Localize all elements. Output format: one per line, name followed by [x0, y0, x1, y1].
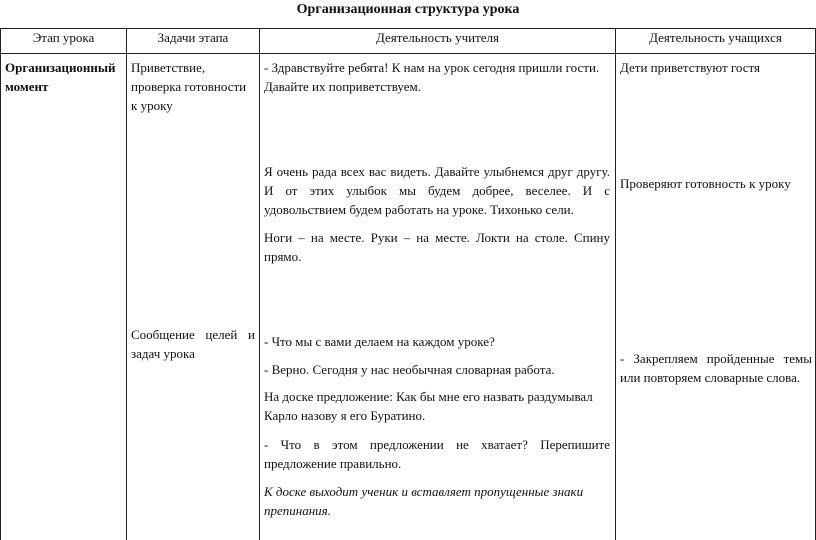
- table-top-border: [0, 28, 816, 29]
- teacher-board-sentence: На доске предложение: Как бы мне его назвать раздумывал Карло назову я его Буратино.: [264, 389, 593, 423]
- table-header-divider: [0, 53, 816, 54]
- header-teacher: Деятельность учителя: [376, 30, 499, 45]
- task-greeting: Приветствие, проверка готовности к уроку: [131, 60, 247, 113]
- teacher-student-action: К доске выходит ученик и вставляет пропущенные знаки препинания.: [264, 484, 584, 518]
- document-title: Организационная структура урока: [296, 2, 520, 17]
- column-divider-2: [259, 28, 260, 540]
- students-check: Проверяют готовность к уроку: [620, 176, 791, 191]
- column-divider-1: [126, 28, 127, 540]
- stage-name: Организационный момент: [5, 60, 116, 94]
- header-stage: Этап урока: [32, 30, 95, 45]
- teacher-correction: - Что в этом предложении не хватает? Перепишите предложение правильно.: [264, 437, 610, 471]
- table-left-border: [0, 28, 1, 540]
- teacher-posture: Ноги – на месте. Руки – на месте. Локти на столе. Спину прямо.: [264, 230, 610, 264]
- teacher-greeting: - Здравствуйте ребята! К нам на урок сегодня пришли гости. Давайте их поприветствуем.: [264, 60, 600, 94]
- teacher-vocab: - Верно. Сегодня у нас необычная словарная работа.: [264, 362, 555, 377]
- task-goals: Сообщение целей и задач урока: [131, 327, 255, 361]
- column-divider-3: [615, 28, 616, 540]
- students-review: - Закрепляем пройденные темы или повторяем словарные слова.: [620, 351, 812, 385]
- header-students: Деятельность учащихся: [649, 30, 782, 45]
- header-tasks: Задачи этапа: [157, 30, 229, 45]
- students-greet: Дети приветствуют гостя: [620, 60, 760, 75]
- teacher-welcome: Я очень рада всех вас видеть. Давайте улыбнемся друг другу. И от этих улыбок мы будем добрее, веселее. И с удовольствием будем работать на уроке. Тихонько сели.: [264, 164, 610, 217]
- teacher-question: - Что мы с вами делаем на каждом уроке?: [264, 334, 495, 349]
